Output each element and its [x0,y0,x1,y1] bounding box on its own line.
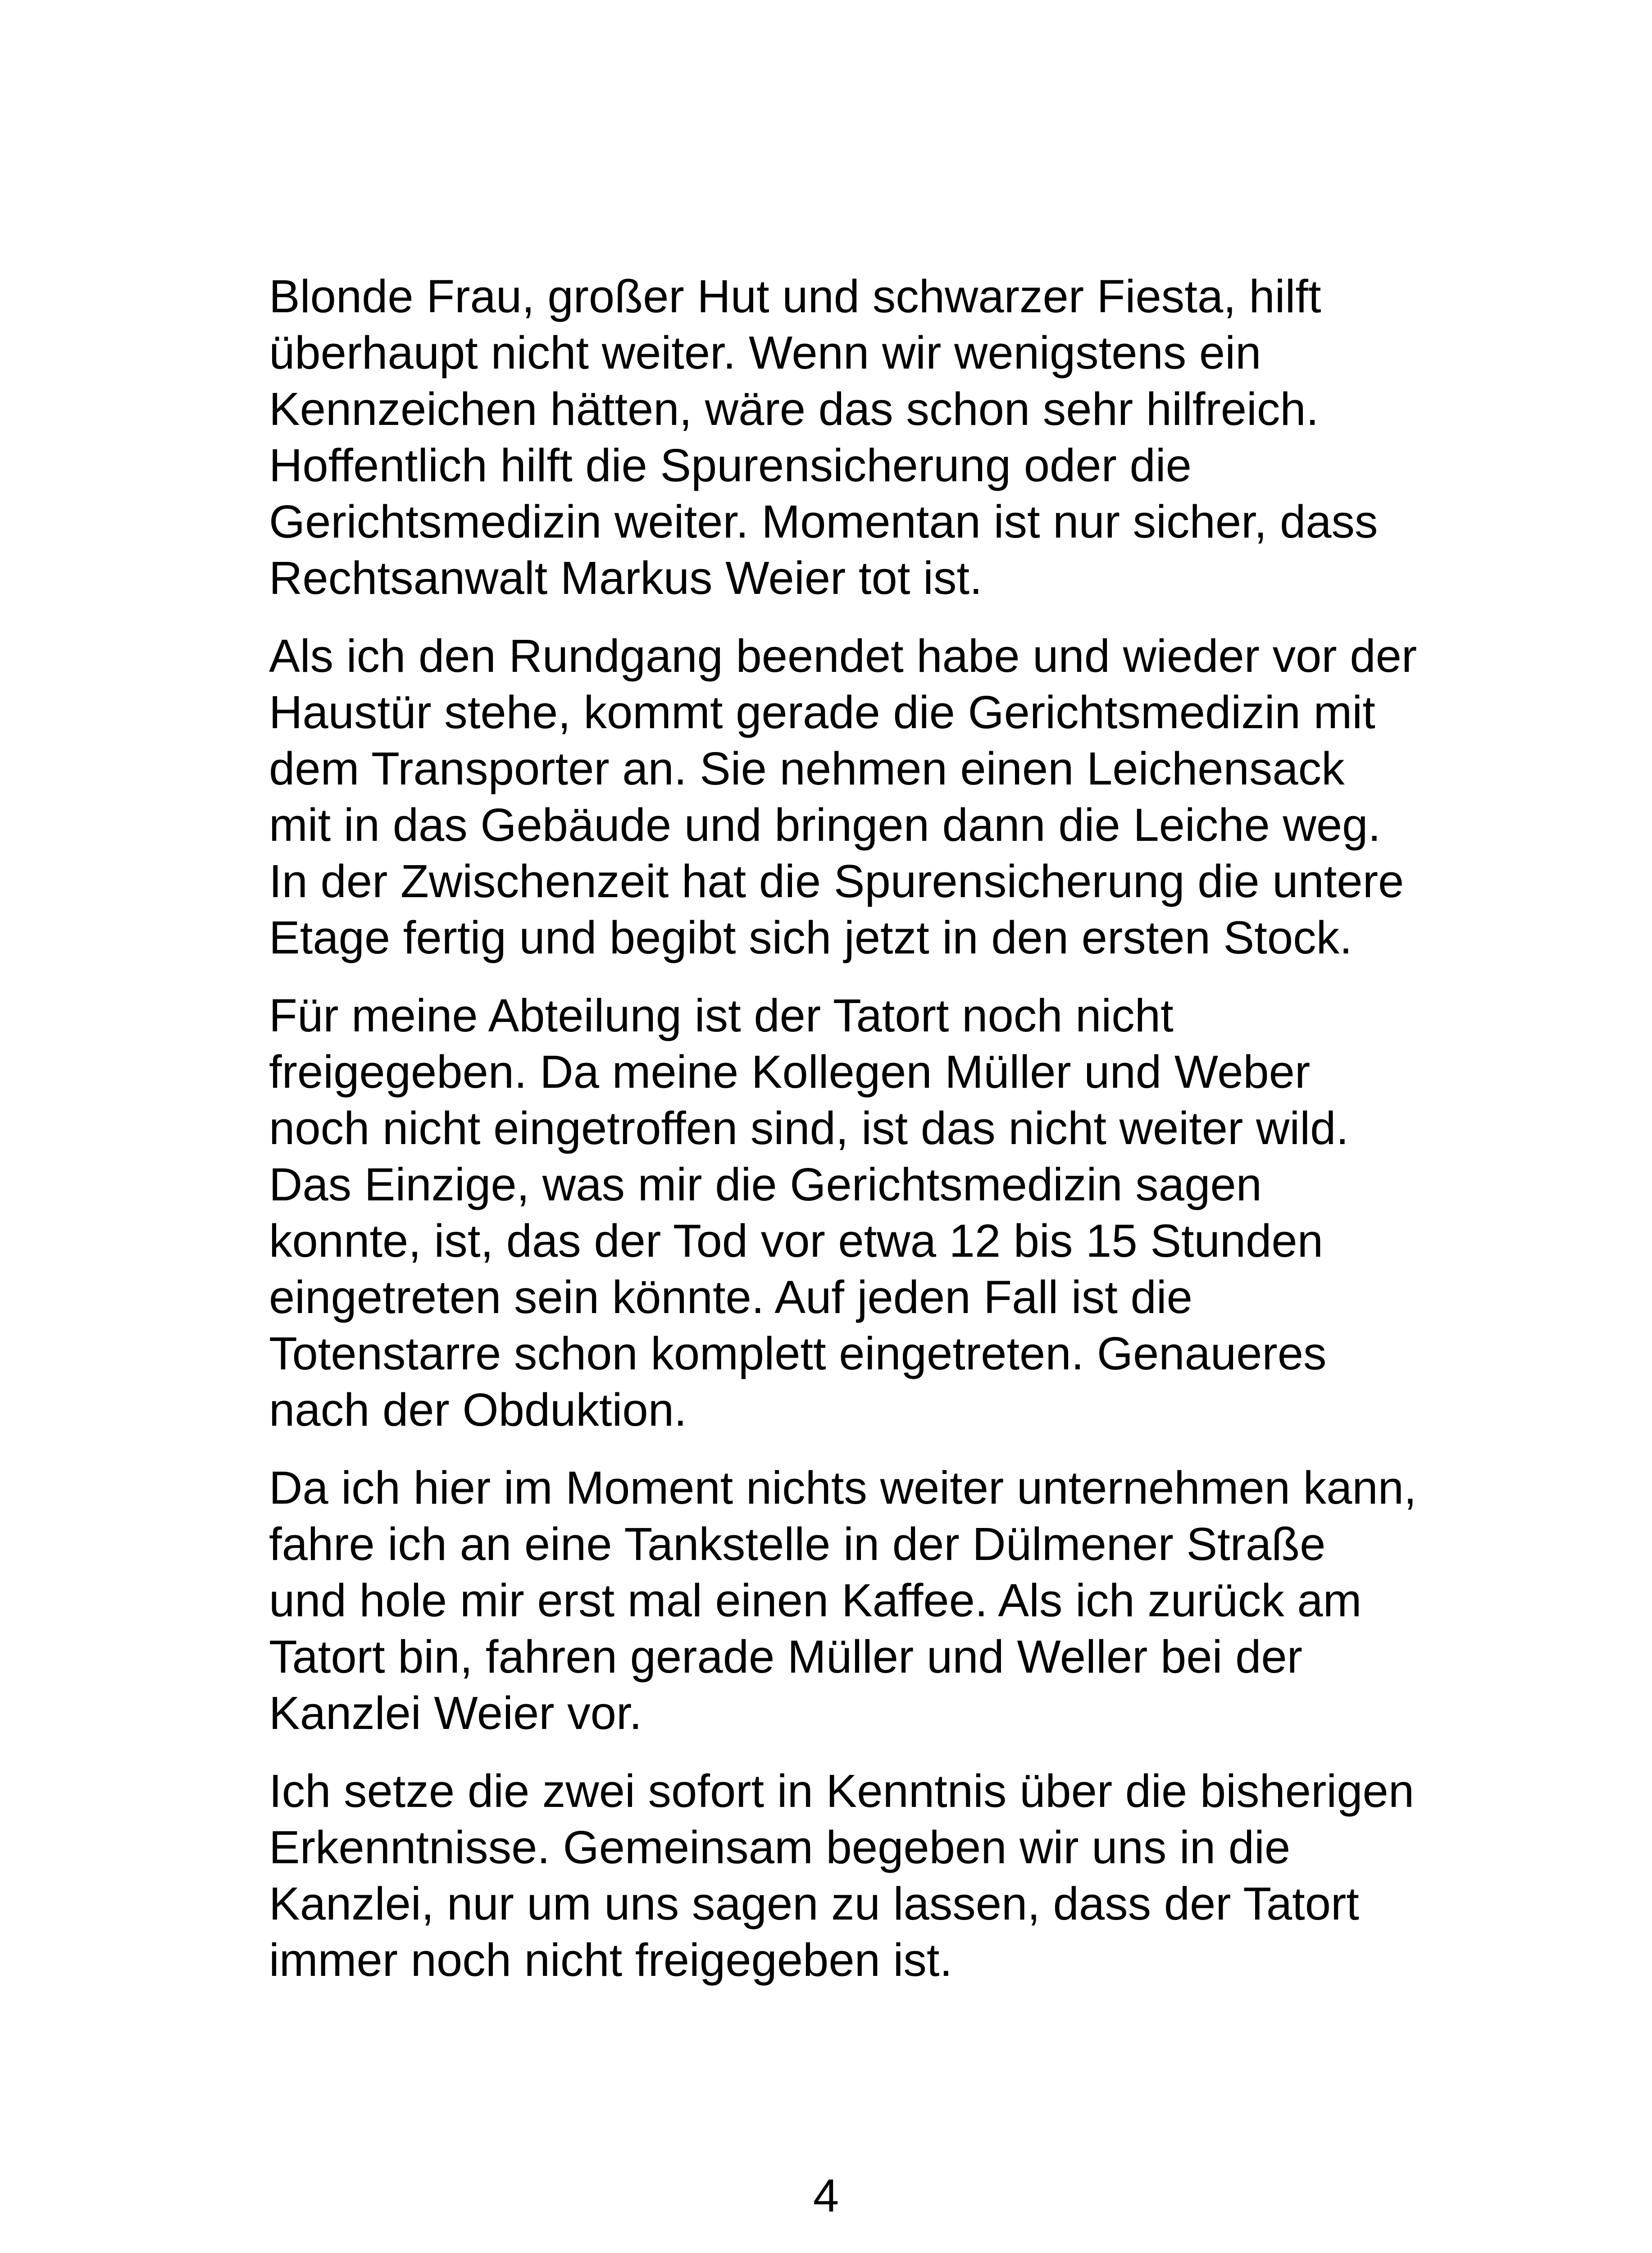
text-line: Kennzeichen hätten, wäre das schon sehr hilfreich. [269,383,1319,435]
text-line: Totenstarre schon komplett eingetreten. Genaueres [269,1327,1327,1379]
text-line: Als ich den Rundgang beendet habe und wieder vor der [269,630,1417,682]
text-line: In der Zwischenzeit hat die Spurensicherung die untere [269,855,1404,907]
text-line: Haustür stehe, kommt gerade die Gerichtsmedizin mit [269,686,1375,738]
text-line: Rechtsanwalt Markus Weier tot ist. [269,552,983,604]
text-line: mit in das Gebäude und bringen dann die Leiche weg. [269,799,1381,851]
paragraph-3 [269,987,1422,1438]
text-line: fahre ich an eine Tankstelle in der Dülmener Straße [269,1518,1326,1570]
text-line: Kanzlei Weier vor. [269,1687,642,1739]
text-line: nach der Obduktion. [269,1384,687,1436]
text-line: Blonde Frau, großer Hut und schwarzer Fiesta, hilft [269,270,1321,322]
text-line: konnte, ist, das der Tod vor etwa 12 bis 15 Stunden [269,1215,1323,1267]
paragraph-2 [269,628,1422,966]
text-line: eingetreten sein könnte. Auf jeden Fall ist die [269,1271,1192,1323]
text-line: Für meine Abteilung ist der Tatort noch nicht [269,990,1174,1041]
text-line: Ich setze die zwei sofort in Kenntnis über die bisherigen [269,1765,1415,1817]
paragraph-4 [269,1459,1422,1741]
text-line: Gerichtsmedizin weiter. Momentan ist nur sicher, dass [269,496,1378,547]
text-line: und hole mir erst mal einen Kaffee. Als ich zurück am [269,1574,1362,1626]
text-line: überhaupt nicht weiter. Wenn wir wenigstens ein [269,327,1261,379]
body-text [269,268,1422,2010]
text-line: dem Transporter an. Sie nehmen einen Leichensack [269,743,1345,794]
text-line: immer noch nicht freigegeben ist. [269,1934,953,1986]
page-number: 4 [813,2170,839,2221]
text-line: Hoffentlich hilft die Spurensicherung oder die [269,439,1192,491]
text-line: Da ich hier im Moment nichts weiter unternehmen kann, [269,1462,1417,1514]
text-line: Das Einzige, was mir die Gerichtsmedizin sagen [269,1158,1262,1210]
text-line: Erkenntnisse. Gemeinsam begeben wir uns in die [269,1821,1291,1873]
text-line: Kanzlei, nur um uns sagen zu lassen, dass der Tatort [269,1878,1359,1929]
text-line: Tatort bin, fahren gerade Müller und Weller bei der [269,1631,1302,1683]
text-line: Etage fertig und begibt sich jetzt in den ersten Stock. [269,912,1352,963]
text-line: noch nicht eingetroffen sind, ist das nicht weiter wild. [269,1102,1349,1154]
paragraph-5 [269,1763,1422,1988]
paragraph-1 [269,268,1422,606]
text-line: freigegeben. Da meine Kollegen Müller und Weber [269,1046,1311,1098]
